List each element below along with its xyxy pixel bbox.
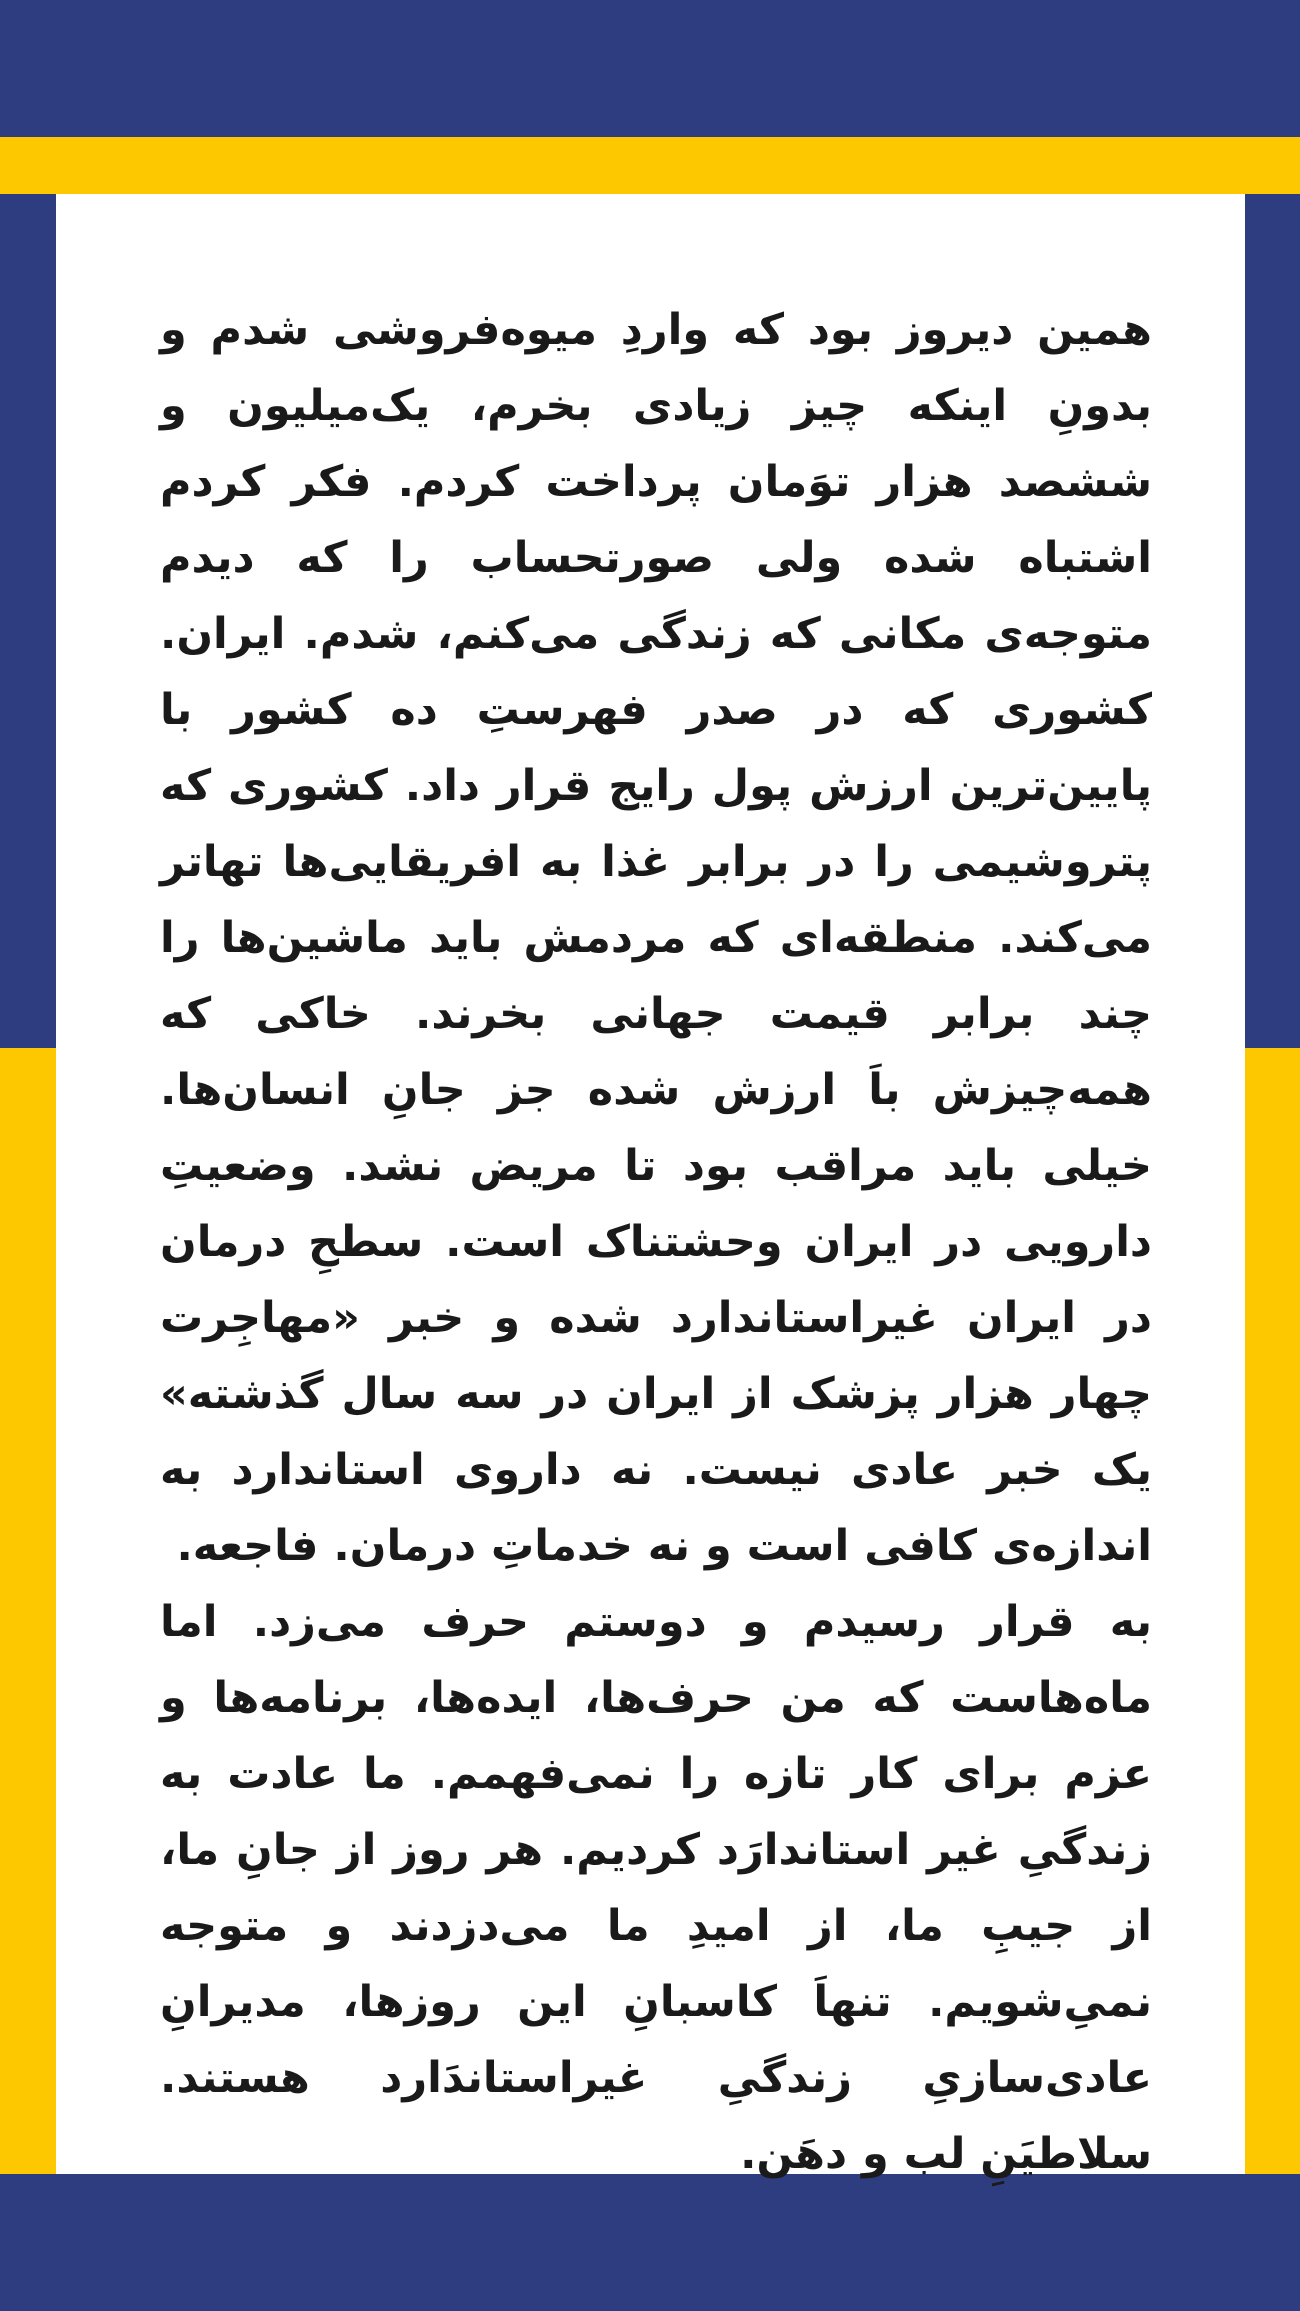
text-panel	[56, 194, 1245, 2179]
right-yellow-border	[1245, 1048, 1300, 2174]
paragraph-2: به قرار رسیدم و دوستم حرف می‌زد. اما ماه‌هاست که من حرف‌ها، ایده‌ها، برنامه‌ها و عزم برای کار تازه را نمی‌فهمم. ما عادت به زندگیِ غیر استاندارَد کردیم. هر روز از جانِ ما، از جیبِ ما، از امیدِ ما می‌دزدند و متوجه نمیِ‌شویم. تنهاَ کاسبانِ این روزها، مدیرانِ عادی‌سازیِ زندگیِ غیراستاندَارد هستند. سلاطیَنِ لب و دهَن.	[160, 1597, 1152, 2179]
article-body	[160, 292, 1152, 2192]
right-navy-border	[1245, 194, 1300, 1048]
top-navy-band	[0, 0, 1300, 137]
top-yellow-band	[0, 137, 1300, 194]
paragraph-1: همین دیروز بود که واردِ میوه‌فروشی شدم و بدونِ اینکه چیز زیادی بخرم، یک‌میلیون و ششصد هزار توَمان پرداخت کردم. فکر کردم اشتباه شده ولی صورتحساب را که دیدم متوجه‌ی مکانی که زندگی می‌کنم، شدم. ایران. کشوری که در صدر فهرستِ ده کشور با پایین‌ترین ارزش پول رایج قرار داد. کشوری که پتروشیمی را در برابر غذا به افریقایی‌ها تهاتر می‌کند. منطقه‌ای که مردمش باید ماشین‌ها را چند برابر قیمت جهانی بخرند. خاکی که همه‌چیزش باَ ارزش شده جز جانِ انسان‌ها. خیلی باید مراقب بود تا مریض نشد. وضعیتِ دارویی در ایران وحشتناک است. سطحِ درمان در ایران غیراستاندارد شده و خبر «مهاجِرت چهار هزار پزشک از ایران در سه سال گذشته» یک خبر عادی نیست. نه داروی استاندارد به اندازه‌ی کافی است و نه خدماتِ درمان. فاجعه.	[160, 305, 1152, 1571]
left-navy-border	[0, 194, 56, 1048]
left-yellow-border	[0, 1048, 56, 2174]
bottom-navy-band	[0, 2174, 1300, 2311]
